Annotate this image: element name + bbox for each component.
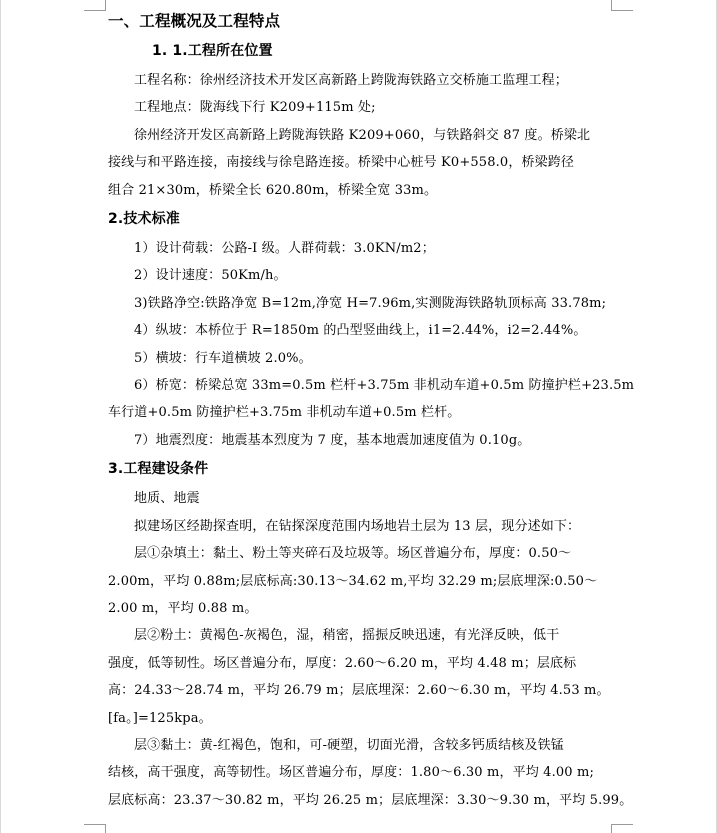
layer-1-line: 层①杂填土：黏土、粉土等夹碎石及垃圾等。场区普遍分布，厚度：0.50～ <box>134 546 572 562</box>
crop-mark-top-left-vertical <box>105 0 106 11</box>
page-left-edge <box>0 0 1 833</box>
document-body <box>108 6 635 814</box>
standard-item-bridge-width-cont: 车行道+0.5m 防撞护栏+3.75m 非机动车道+0.5m 栏杆。 <box>108 405 461 421</box>
section-1-heading: 一、工程概况及工程特点 <box>108 12 281 30</box>
project-location-line: 工程地点：陇海线下行 K209+115m 处; <box>134 100 376 116</box>
crop-mark-top-left-horizontal <box>84 10 106 11</box>
layer-3-line: 结核，高干强度，高等韧性。场区普遍分布，厚度：1.80～6.30 m，平均 4.00 m; <box>108 765 595 781</box>
location-paragraph-line: 徐州经济开发区高新路上跨陇海铁路 K209+060，与铁路斜交 87 度。桥梁北 <box>134 127 591 143</box>
standard-item: 1）设计荷载：公路-I 级。人群荷载：3.0KN/m2； <box>134 241 435 257</box>
standard-item: 2）设计速度：50Km/h。 <box>134 268 287 284</box>
standard-item: 4）纵坡：本桥位于 R=1850m 的凸型竖曲线上，i1=2.44%，i2=2.44%。 <box>134 323 587 339</box>
standard-item: 5）横坡：行车道横坡 2.0%。 <box>134 350 312 366</box>
standard-item: 3)铁路净空:铁路净宽 B=12m,净宽 H=7.96m,实测陇海铁路轨顶标高 33.78m; <box>134 295 607 311</box>
crop-mark-bottom-left-horizontal <box>84 824 106 825</box>
crop-mark-bottom-left-vertical <box>105 824 106 833</box>
layer-3-line: 层③黏土：黄-红褐色，饱和，可-硬塑，切面光滑，含较多钙质结核及铁锰 <box>134 737 564 753</box>
crop-mark-bottom-right-vertical <box>611 824 612 833</box>
layer-2-line: 层②粉土：黄褐色-灰褐色，湿，稍密，摇振反映迅速，有光泽反映，低干 <box>134 628 560 644</box>
section-2-heading: 2.技术标准 <box>108 211 180 228</box>
section-3-heading: 3.工程建设条件 <box>108 461 209 478</box>
layer-1-line: 2.00 m，平均 0.88 m。 <box>108 600 258 616</box>
layer-2-line: [fa。]=125kpa。 <box>108 710 212 726</box>
location-paragraph-line: 组合 21×30m，桥梁全长 620.80m，桥梁全宽 33m。 <box>108 182 438 198</box>
location-paragraph-line: 接线与和平路连接，南接线与徐皂路连接。桥梁中心桩号 K0+558.0，桥梁跨径 <box>108 155 575 171</box>
crop-mark-top-right-horizontal <box>611 10 633 11</box>
layer-2-line: 强度，低等韧性。场区普遍分布，厚度：2.60～6.20 m，平均 4.48 m；层底标 <box>108 655 577 671</box>
geology-intro: 拟建场区经勘探查明，在钻探深度范围内场地岩土层为 13 层，现分述如下： <box>134 518 581 534</box>
project-name-line: 工程名称：徐州经济技术开发区高新路上跨陇海铁路立交桥施工监理工程； <box>134 73 568 88</box>
layer-3-line: 层底标高：23.37～30.82 m，平均 26.25 m；层底埋深：3.30～9.30 m，平均 5.99。 <box>108 792 633 808</box>
layer-1-line: 2.00m，平均 0.88m;层底标高:30.13～34.62 m,平均 32.29 m;层底埋深:0.50～ <box>108 573 598 589</box>
layer-2-line: 高：24.33～28.74 m，平均 26.79 m；层底埋深：2.60～6.30 m，平均 4.53 m。 <box>108 683 610 699</box>
standard-item-bridge-width: 6）桥宽：桥梁总宽 33m=0.5m 栏杆+3.75m 非机动车道+0.5m 防撞护栏+23.5m <box>134 378 635 394</box>
section-1-1-heading: 1. 1.工程所在位置 <box>152 43 273 59</box>
standard-item-seismic: 7）地震烈度：地震基本烈度为 7 度，基本地震加速度值为 0.10g。 <box>134 432 531 448</box>
geology-subheading: 地质、地震 <box>134 491 200 507</box>
crop-mark-bottom-right-horizontal <box>611 824 633 825</box>
